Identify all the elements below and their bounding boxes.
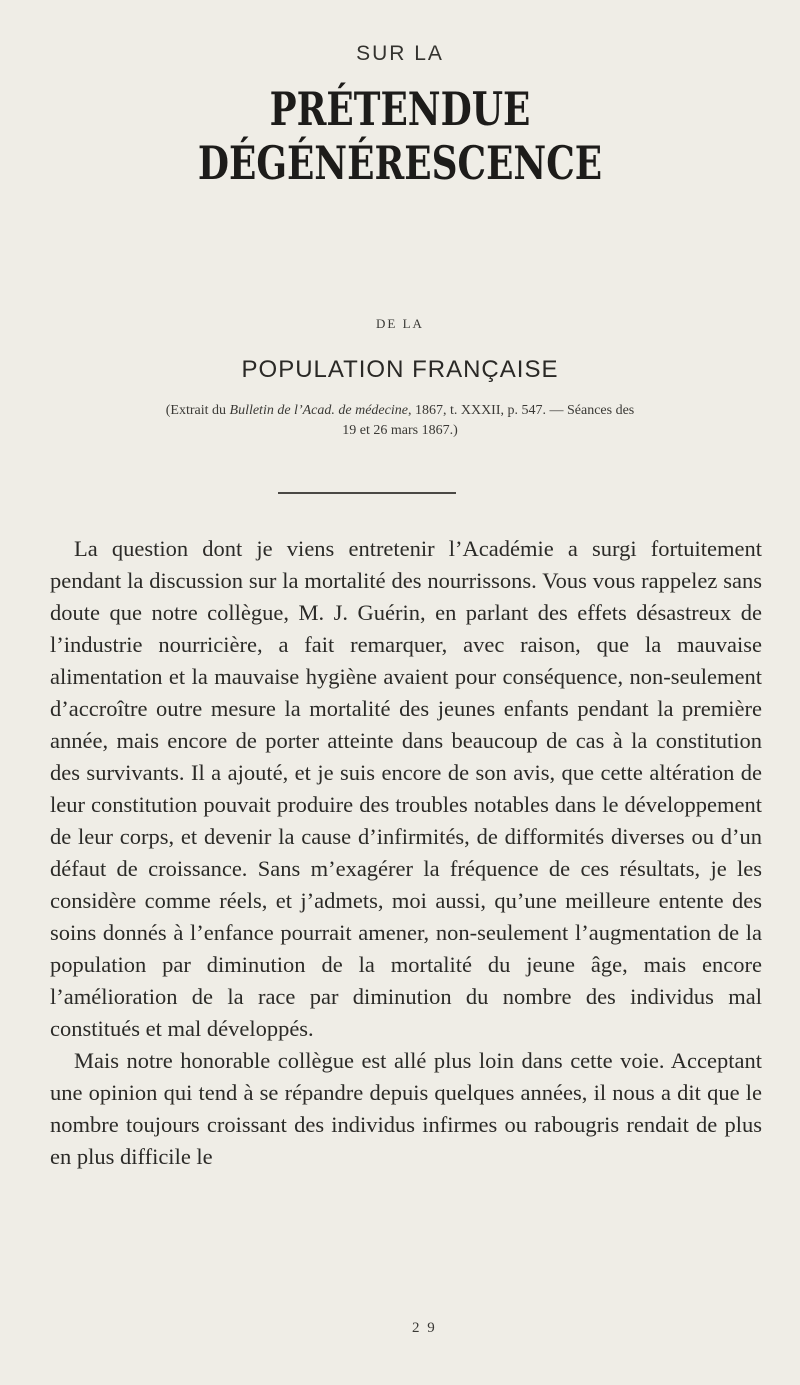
- paragraph-2: Mais notre honorable collègue est allé plus loin dans cette voie. Acceptant une opinion qui tend à se répandre depuis quelques années, il nous a dit que le nombre toujours croissant des individus infirmes ou rabougris rendait de plus en plus difficile le: [50, 1048, 762, 1169]
- signature-mark: 2 9: [412, 1320, 437, 1336]
- title-prefix: SUR LA: [356, 42, 444, 65]
- citation-open: (Extrait du: [165, 403, 230, 418]
- separator-rule: [278, 492, 456, 494]
- page-title: PRÉTENDUE DÉGÉNÉRESCENCE: [197, 82, 603, 190]
- body-text: [50, 533, 762, 1173]
- title-connector: DE LA: [376, 316, 424, 331]
- citation-details-line2: 19 et 26 mars 1867.): [342, 423, 458, 438]
- page-subtitle: POPULATION FRANÇAISE: [241, 356, 559, 383]
- paragraph-1: La question dont je viens entretenir l’Académie a surgi fortuitement pendant la discussion sur la mortalité des nourrissons. Vous vous rappelez sans doute que notre collègue, M. J. Guérin, en parlant des effets désastreux de l’industrie nourricière, a fait remarquer, avec raison, que la mauvaise alimentation et la mauvaise hygiène avaient pour conséquence, non-seulement d’accroître outre mesure la mortalité des jeunes enfants pendant la première année, mais encore de porter atteinte dans beaucoup de cas à la constitution des survivants. Il a ajouté, et je suis encore de son avis, que cette altération de leur constitution pouvait produire des troubles notables dans le développement de leur corps, et devenir la cause d’infirmités, de difformités diverses ou d’un défaut de croissance. Sans m’exagérer la fréquence de ces résultats, je les considère comme réels, et j’admets, moi aussi, qu’une meilleure entente des soins donnés à l’enfance pourrait amener, non-seulement l’augmentation de la population par diminution de la mortalité du jeune âge, mais encore l’amélioration de la race par diminution du nombre des individus mal constitués et mal développés.: [50, 536, 762, 1041]
- source-citation: [0, 401, 800, 441]
- citation-details-line1: , 1867, t. XXXII, p. 547. — Séances des: [407, 403, 635, 418]
- citation-journal: Bulletin de l’Acad. de médecine: [229, 403, 408, 418]
